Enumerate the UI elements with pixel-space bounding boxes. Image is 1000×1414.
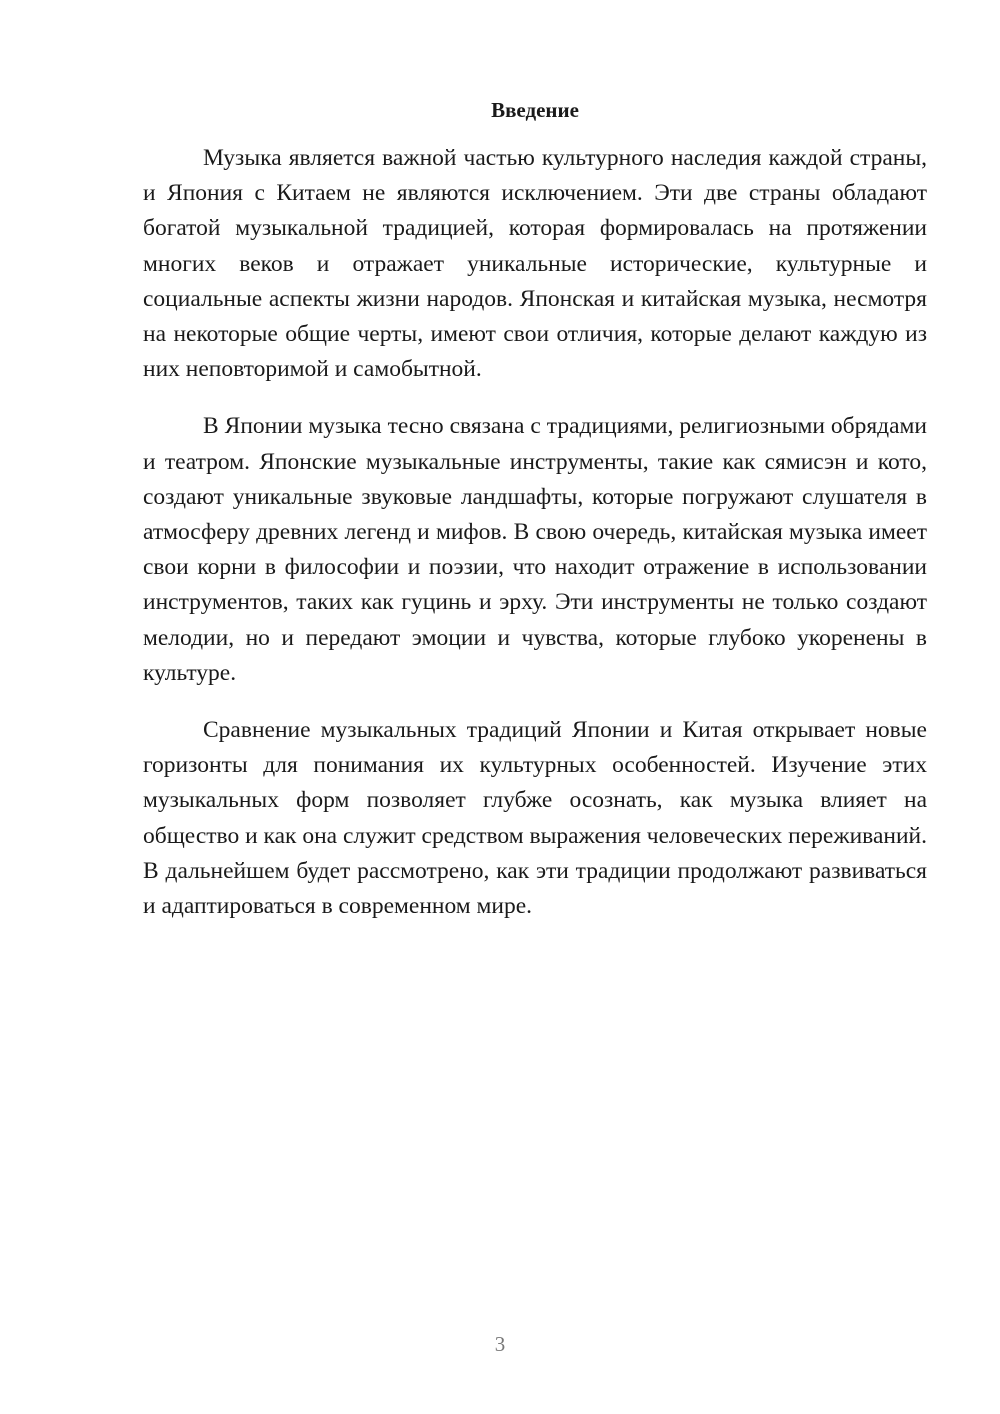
page-number: 3 (494, 1332, 506, 1356)
paragraph-1: Музыка является важной частью культурного наследия каждой страны, и Япония с Китаем не являются исключением. Эти две страны обладают богатой музыкальной традицией, которая формировалась на протяжении многих веков и отражает уникальные исторические, культурные и социальные аспекты жизни народов. Японская и китайская музыка, несмотря на некоторые общие черты, имеют свои отличия, которые делают каждую из них неповторимой и самобытной. (143, 145, 927, 383)
paragraph-2: В Японии музыка тесно связана с традициями, религиозными обрядами и театром. Японские музыкальные инструменты, такие как сямисэн и кото, создают уникальные звуковые ландшафты, которые погружают слушателя в атмосферу древних легенд и мифов. В свою очередь, китайская музыка имеет свои корни в философии и поэзии, что находит отражение в использовании инструментов, таких как гуцинь и эрху. Эти инструменты не только создают мелодии, но и передают эмоции и чувства, которые глубоко укоренены в культуре. (143, 413, 927, 686)
section-title: Введение (491, 98, 579, 122)
paragraph-3: Сравнение музыкальных традиций Японии и Китая открывает новые горизонты для понимания их культурных особенностей. Изучение этих музыкальных форм позволяет глубже осознать, как музыка влияет на общество и как она служит средством выражения человеческих переживаний. В дальнейшем будет рассмотрено, как эти традиции продолжают развиваться и адаптироваться в современном мире. (143, 717, 927, 920)
body-text (143, 141, 927, 946)
